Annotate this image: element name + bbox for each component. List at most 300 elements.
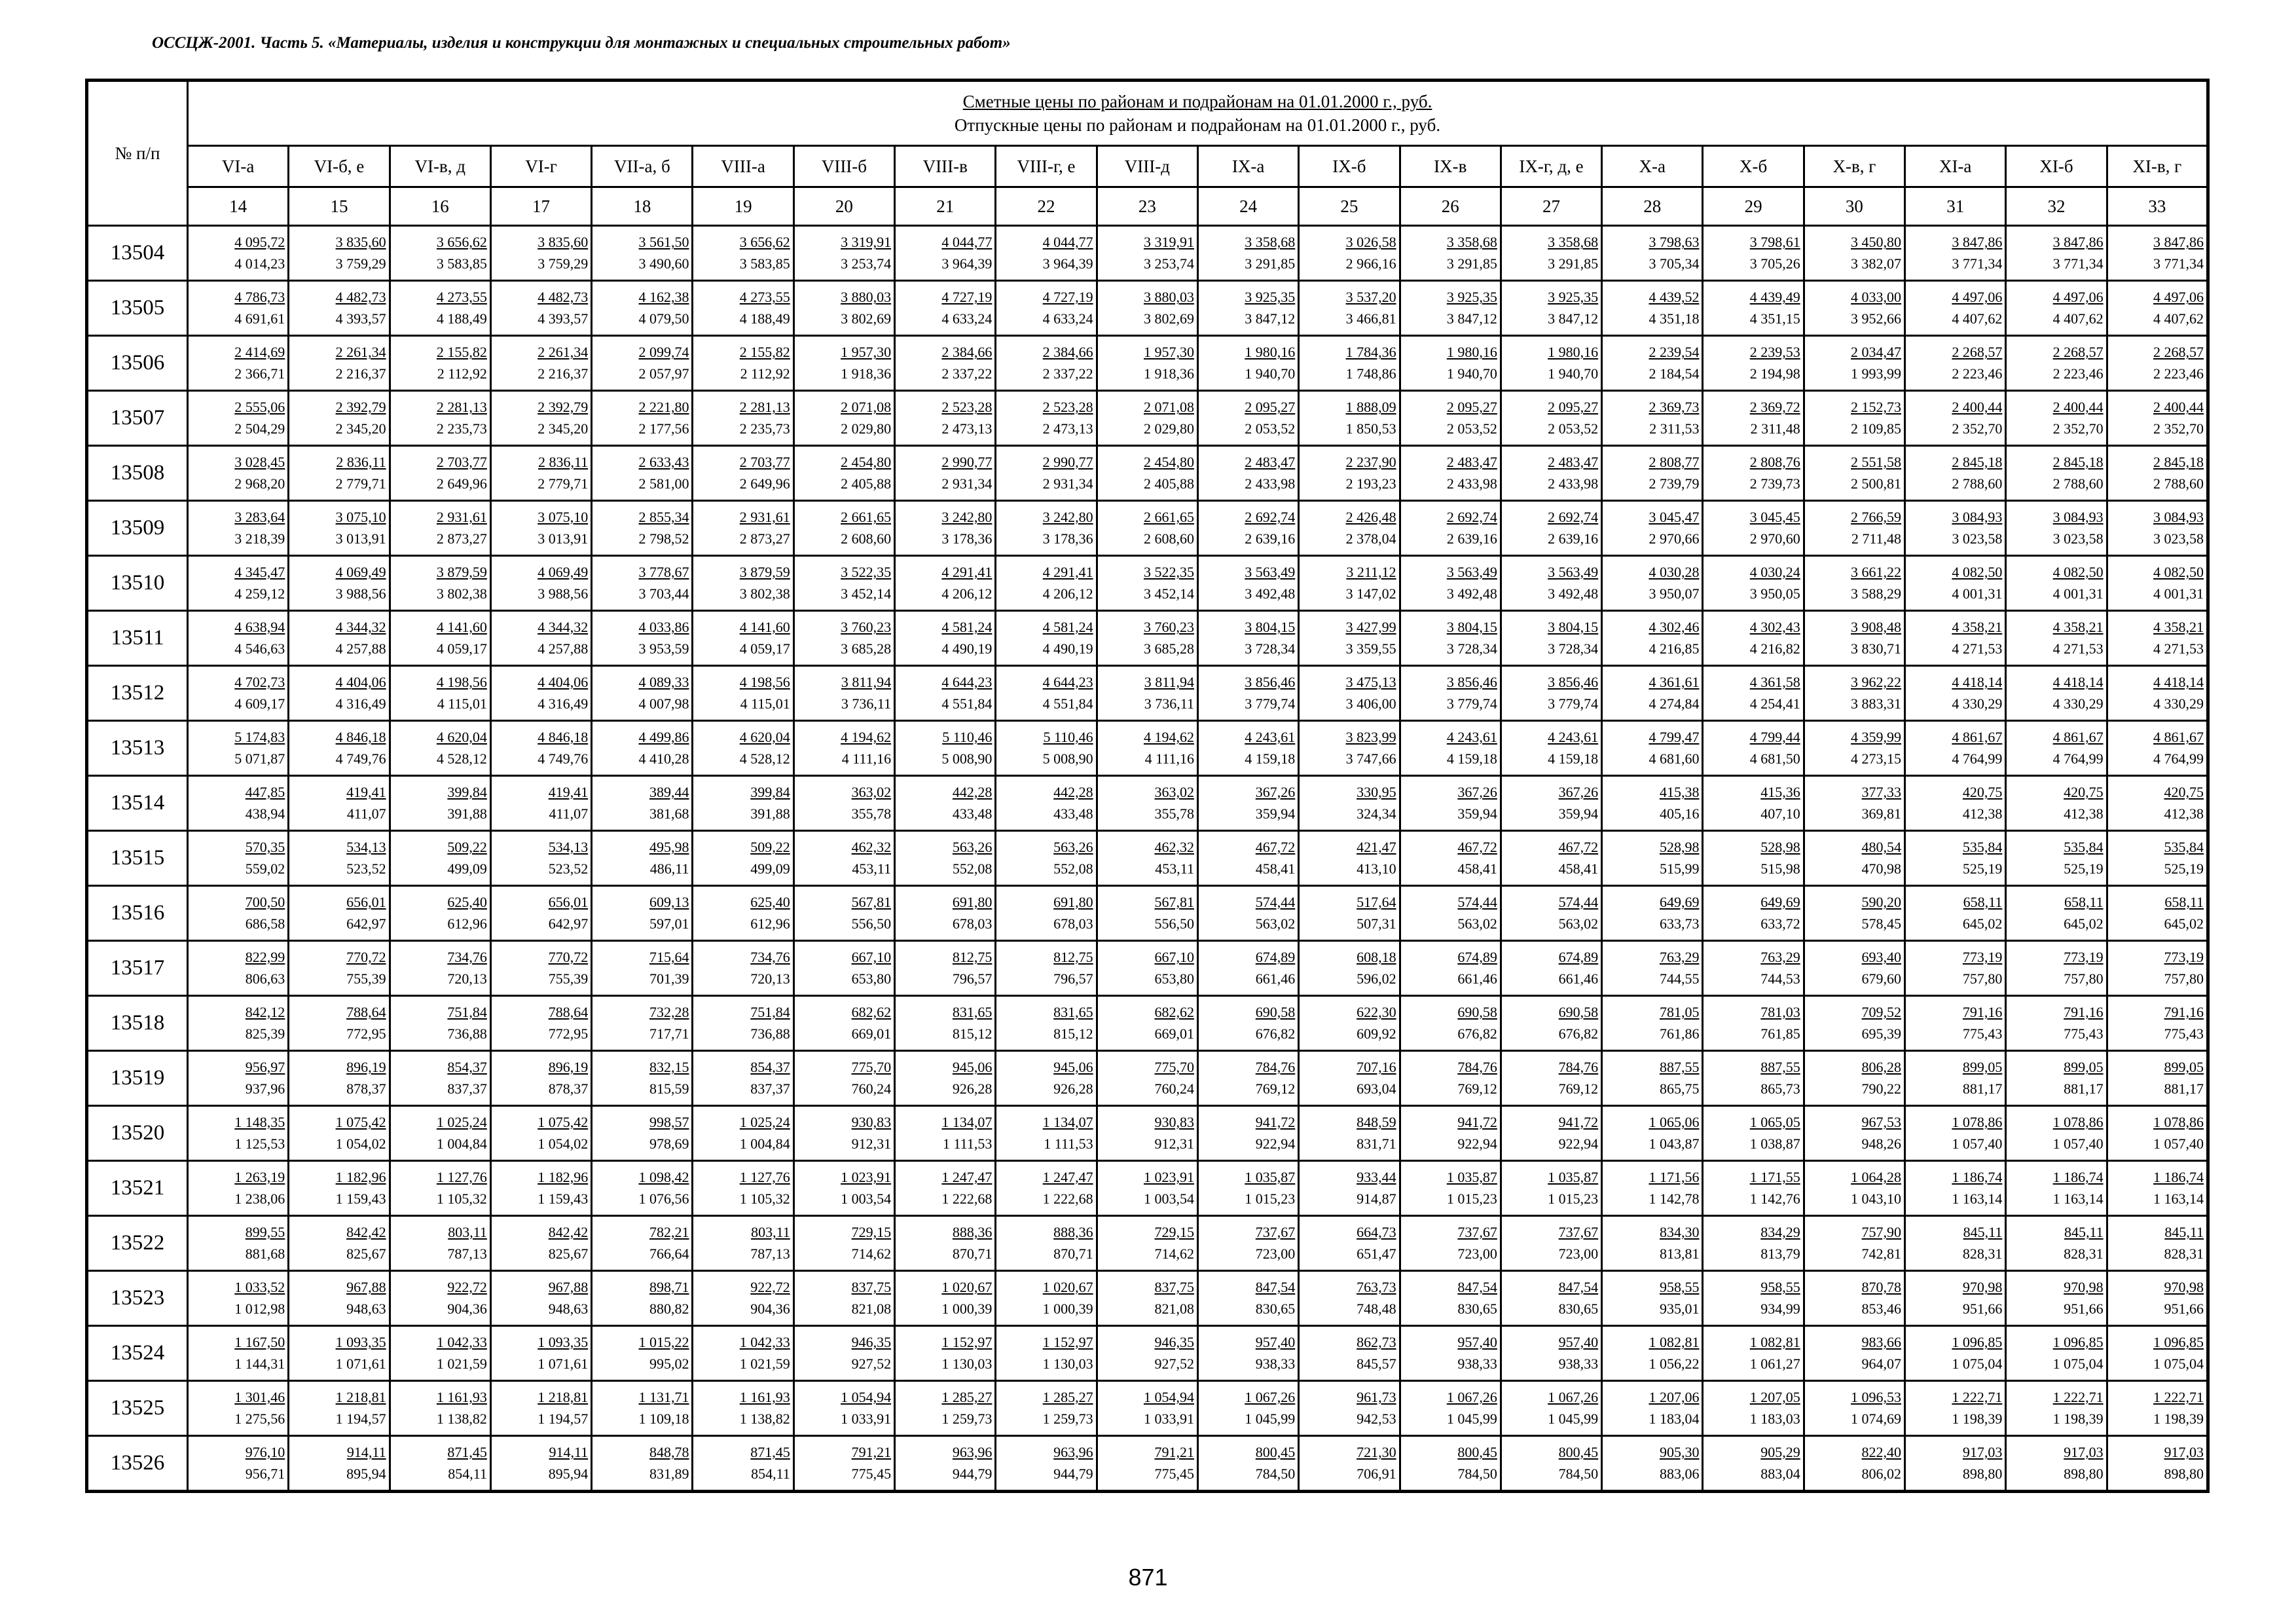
estimated-price: 941,72 xyxy=(1558,1114,1599,1131)
release-price: 2 345,20 xyxy=(335,420,386,437)
estimated-price: 421,47 xyxy=(1357,839,1396,856)
release-price: 865,75 xyxy=(1659,1080,1700,1098)
price-cell xyxy=(2006,445,2107,500)
release-price: 2 405,88 xyxy=(1143,475,1194,492)
estimated-price: 1 015,22 xyxy=(638,1334,689,1351)
release-price: 563,02 xyxy=(1457,915,1497,932)
estimated-price: 608,18 xyxy=(1357,949,1396,966)
estimated-price: 419,41 xyxy=(346,784,386,801)
estimated-price: 788,64 xyxy=(548,1004,589,1021)
release-price: 865,73 xyxy=(1760,1080,1800,1098)
price-cell xyxy=(1804,445,1904,500)
estimated-price: 574,44 xyxy=(1457,894,1497,911)
release-price: 1 015,23 xyxy=(1548,1190,1599,1208)
release-price: 3 779,74 xyxy=(1446,695,1497,712)
release-price: 806,02 xyxy=(1861,1466,1902,1483)
estimated-price: 1 035,87 xyxy=(1548,1169,1599,1186)
estimated-price: 1 186,74 xyxy=(1952,1169,2003,1186)
price-cell xyxy=(390,280,490,335)
release-price: 458,41 xyxy=(1255,860,1296,877)
price-cell xyxy=(693,445,793,500)
price-cell xyxy=(490,720,591,775)
price-cell xyxy=(996,390,1097,445)
release-price: 922,94 xyxy=(1457,1135,1497,1153)
price-cell xyxy=(1097,1270,1197,1325)
release-price: 2 473,13 xyxy=(1042,420,1093,437)
release-price: 578,45 xyxy=(1861,915,1902,932)
price-cell xyxy=(1097,1325,1197,1380)
release-price: 3 728,34 xyxy=(1548,640,1599,657)
estimated-price: 4 727,19 xyxy=(1042,289,1093,306)
release-price: 3 178,36 xyxy=(1042,530,1093,547)
estimated-price: 4 194,62 xyxy=(1143,729,1194,746)
price-cell xyxy=(592,1325,693,1380)
estimated-price: 3 537,20 xyxy=(1345,289,1396,306)
price-cell xyxy=(490,280,591,335)
release-price: 821,08 xyxy=(1154,1301,1194,1318)
release-price: 2 337,22 xyxy=(941,365,993,382)
release-price: 4 407,62 xyxy=(2153,310,2204,327)
estimated-price: 1 093,35 xyxy=(538,1334,589,1351)
price-cell xyxy=(390,335,490,390)
price-cell xyxy=(1197,1050,1298,1105)
estimated-price: 3 084,93 xyxy=(1952,509,2003,526)
price-cell xyxy=(289,830,390,885)
price-cell xyxy=(1097,335,1197,390)
column-number: 23 xyxy=(1097,187,1197,226)
price-cell xyxy=(1299,1160,1400,1215)
price-cell xyxy=(2006,885,2107,940)
item-code: 13517 xyxy=(87,940,188,995)
release-price: 4 001,31 xyxy=(1952,585,2003,602)
release-price: 775,43 xyxy=(1962,1025,2003,1043)
price-cell xyxy=(188,665,289,720)
release-price: 880,82 xyxy=(649,1301,689,1318)
release-price: 1 918,36 xyxy=(1143,365,1194,382)
price-cell xyxy=(1197,830,1298,885)
release-price: 1 183,03 xyxy=(1749,1411,1800,1428)
estimated-price: 649,69 xyxy=(1659,894,1700,911)
estimated-price: 1 247,47 xyxy=(941,1169,993,1186)
estimated-price: 656,01 xyxy=(346,894,386,911)
estimated-price: 4 644,23 xyxy=(1042,674,1093,691)
price-cell xyxy=(1804,1160,1904,1215)
estimated-price: 690,58 xyxy=(1457,1004,1497,1021)
estimated-price: 4 082,50 xyxy=(2052,564,2104,581)
price-cell xyxy=(592,390,693,445)
release-price: 1 159,43 xyxy=(538,1190,589,1208)
estimated-price: 5 174,83 xyxy=(234,729,285,746)
release-price: 1 198,39 xyxy=(1952,1411,2003,1428)
price-cell xyxy=(1501,1050,1601,1105)
release-price: 676,82 xyxy=(1558,1025,1599,1043)
release-price: 381,68 xyxy=(649,805,689,822)
estimated-price: 2 808,76 xyxy=(1749,454,1800,471)
price-cell xyxy=(1602,390,1703,445)
price-cell xyxy=(895,1435,996,1491)
price-cell xyxy=(592,1270,693,1325)
release-price: 937,96 xyxy=(245,1080,285,1098)
estimated-price: 1 096,85 xyxy=(1952,1334,2003,1351)
price-cell xyxy=(592,226,693,281)
price-cell xyxy=(1804,720,1904,775)
release-price: 2 057,97 xyxy=(638,365,689,382)
price-cell xyxy=(693,885,793,940)
item-code: 13521 xyxy=(87,1160,188,1215)
price-cell xyxy=(390,1050,490,1105)
price-cell xyxy=(895,665,996,720)
release-price: 5 008,90 xyxy=(941,750,993,767)
estimated-price: 4 162,38 xyxy=(638,289,689,306)
estimated-price: 922,72 xyxy=(447,1279,487,1296)
price-cell xyxy=(996,1325,1097,1380)
price-cell xyxy=(1804,610,1904,665)
estimated-price: 3 561,50 xyxy=(638,234,689,251)
price-cell xyxy=(490,775,591,830)
release-price: 813,81 xyxy=(1659,1246,1700,1263)
price-cell xyxy=(1602,720,1703,775)
release-price: 951,66 xyxy=(2164,1301,2204,1318)
price-cell xyxy=(490,940,591,995)
estimated-price: 791,16 xyxy=(2064,1004,2104,1021)
estimated-price: 656,01 xyxy=(548,894,589,911)
release-price: 951,66 xyxy=(2064,1301,2104,1318)
release-price: 831,71 xyxy=(1357,1135,1396,1153)
price-cell xyxy=(996,1270,1097,1325)
price-cell xyxy=(390,610,490,665)
release-price: 391,88 xyxy=(750,805,790,822)
release-price: 1 183,04 xyxy=(1649,1411,1700,1428)
estimated-price: 845,11 xyxy=(2064,1224,2104,1241)
release-price: 4 490,19 xyxy=(941,640,993,657)
release-price: 1 074,69 xyxy=(1851,1411,1902,1428)
estimated-price: 4 291,41 xyxy=(941,564,993,581)
price-cell xyxy=(693,1380,793,1435)
estimated-price: 2 221,80 xyxy=(638,399,689,416)
release-price: 742,81 xyxy=(1861,1246,1902,1263)
price-cell xyxy=(1804,390,1904,445)
estimated-price: 773,19 xyxy=(2164,949,2204,966)
price-cell xyxy=(490,226,591,281)
estimated-price: 715,64 xyxy=(649,949,689,966)
estimated-price: 2 261,34 xyxy=(538,344,589,361)
estimated-price: 3 760,23 xyxy=(841,619,892,636)
price-cell xyxy=(693,775,793,830)
estimated-price: 791,21 xyxy=(1154,1444,1194,1461)
release-price: 4 216,85 xyxy=(1649,640,1700,657)
region-header: VIII-в xyxy=(895,146,996,187)
column-number: 32 xyxy=(2006,187,2107,226)
estimated-price: 4 291,41 xyxy=(1042,564,1093,581)
price-cell xyxy=(390,720,490,775)
price-cell xyxy=(592,665,693,720)
release-price: 678,03 xyxy=(952,915,993,932)
price-cell xyxy=(1804,665,1904,720)
estimated-price: 4 644,23 xyxy=(941,674,993,691)
estimated-price: 1 980,16 xyxy=(1548,344,1599,361)
release-price: 4 271,53 xyxy=(1952,640,2003,657)
price-cell xyxy=(895,1215,996,1270)
price-cell xyxy=(1097,775,1197,830)
price-cell xyxy=(592,1105,693,1160)
estimated-price: 896,19 xyxy=(548,1059,589,1076)
price-cell xyxy=(390,1215,490,1270)
release-price: 3 988,56 xyxy=(335,585,386,602)
region-header: XI-в, г xyxy=(2107,146,2208,187)
estimated-price: 791,16 xyxy=(2164,1004,2204,1021)
table-row xyxy=(87,1325,2208,1380)
column-number: 29 xyxy=(1703,187,1804,226)
estimated-price: 534,13 xyxy=(548,839,589,856)
price-cell xyxy=(1905,665,2006,720)
release-price: 723,00 xyxy=(1558,1246,1599,1263)
price-cell xyxy=(1703,610,1804,665)
release-price: 1 071,61 xyxy=(538,1356,589,1373)
estimated-price: 854,37 xyxy=(447,1059,487,1076)
release-price: 1 045,99 xyxy=(1548,1411,1599,1428)
release-price: 5 071,87 xyxy=(234,750,285,767)
release-price: 796,57 xyxy=(1053,970,1093,987)
estimated-price: 1 218,81 xyxy=(538,1389,589,1406)
release-price: 563,02 xyxy=(1255,915,1296,932)
price-cell xyxy=(2006,390,2107,445)
release-price: 4 764,99 xyxy=(1952,750,2003,767)
estimated-price: 961,73 xyxy=(1357,1389,1396,1406)
price-cell xyxy=(1197,885,1298,940)
price-cell xyxy=(1905,1215,2006,1270)
price-cell xyxy=(1703,280,1804,335)
release-price: 2 112,92 xyxy=(740,365,790,382)
release-price: 3 950,07 xyxy=(1649,585,1700,602)
estimated-price: 4 033,86 xyxy=(638,619,689,636)
table-row xyxy=(87,1435,2208,1491)
price-cell xyxy=(2006,830,2107,885)
price-cell xyxy=(592,1435,693,1491)
price-cell xyxy=(1602,885,1703,940)
release-price: 4 528,12 xyxy=(436,750,487,767)
release-price: 5 008,90 xyxy=(1042,750,1093,767)
estimated-price: 1 127,76 xyxy=(436,1169,487,1186)
price-cell xyxy=(1299,610,1400,665)
price-cell xyxy=(188,390,289,445)
release-price: 870,71 xyxy=(1053,1246,1093,1263)
estimated-price: 784,76 xyxy=(1558,1059,1599,1076)
release-price: 757,80 xyxy=(2064,970,2104,987)
estimated-price: 3 847,86 xyxy=(2052,234,2104,251)
region-header: IX-б xyxy=(1299,146,1400,187)
price-cell xyxy=(1299,335,1400,390)
price-cell xyxy=(2006,500,2107,555)
price-cell xyxy=(490,500,591,555)
estimated-price: 563,26 xyxy=(1053,839,1093,856)
price-cell xyxy=(1804,830,1904,885)
region-header: X-б xyxy=(1703,146,1804,187)
price-cell xyxy=(996,1435,1097,1491)
estimated-price: 4 620,04 xyxy=(739,729,790,746)
price-cell xyxy=(1097,226,1197,281)
release-price: 4 410,28 xyxy=(638,750,689,767)
price-cell xyxy=(1602,665,1703,720)
estimated-price: 4 482,73 xyxy=(538,289,589,306)
price-cell xyxy=(1804,226,1904,281)
release-price: 1 043,10 xyxy=(1851,1190,1902,1208)
estimated-price: 2 661,65 xyxy=(1143,509,1194,526)
release-price: 359,94 xyxy=(1255,805,1296,822)
price-cell xyxy=(1703,665,1804,720)
release-price: 948,63 xyxy=(548,1301,589,1318)
estimated-price: 770,72 xyxy=(346,949,386,966)
release-price: 679,60 xyxy=(1861,970,1902,987)
estimated-price: 887,55 xyxy=(1659,1059,1700,1076)
release-price: 3 023,58 xyxy=(1952,530,2003,547)
estimated-price: 442,28 xyxy=(1053,784,1093,801)
price-cell xyxy=(1501,1435,1601,1491)
price-cell xyxy=(1703,555,1804,610)
estimated-price: 1 025,24 xyxy=(436,1114,487,1131)
price-cell xyxy=(1602,1160,1703,1215)
release-price: 4 633,24 xyxy=(1042,310,1093,327)
release-price: 563,02 xyxy=(1558,915,1599,932)
release-price: 830,65 xyxy=(1255,1301,1296,1318)
estimated-price: 2 392,79 xyxy=(335,399,386,416)
estimated-price: 1 075,42 xyxy=(538,1114,589,1131)
price-cell xyxy=(996,280,1097,335)
estimated-price: 837,75 xyxy=(851,1279,892,1296)
estimated-price: 914,11 xyxy=(549,1444,589,1461)
price-cell xyxy=(289,445,390,500)
release-price: 653,80 xyxy=(851,970,892,987)
estimated-price: 729,15 xyxy=(851,1224,892,1241)
price-cell xyxy=(1299,995,1400,1050)
estimated-price: 4 345,47 xyxy=(234,564,285,581)
release-price: 3 583,85 xyxy=(739,255,790,272)
estimated-price: 3 778,67 xyxy=(638,564,689,581)
price-cell xyxy=(1905,280,2006,335)
release-price: 4 764,99 xyxy=(2153,750,2204,767)
estimated-price: 4 361,58 xyxy=(1749,674,1800,691)
estimated-price: 998,57 xyxy=(649,1114,689,1131)
estimated-price: 690,58 xyxy=(1558,1004,1599,1021)
estimated-price: 495,98 xyxy=(649,839,689,856)
price-cell xyxy=(1097,445,1197,500)
release-price: 4 257,88 xyxy=(335,640,386,657)
price-cell xyxy=(2107,1215,2208,1270)
price-cell xyxy=(2107,390,2208,445)
price-cell xyxy=(1804,1270,1904,1325)
release-price: 895,94 xyxy=(548,1466,589,1483)
estimated-price: 3 847,86 xyxy=(1952,234,2003,251)
column-number: 31 xyxy=(1905,187,2006,226)
estimated-price: 3 522,35 xyxy=(841,564,892,581)
price-cell xyxy=(390,775,490,830)
estimated-price: 3 075,10 xyxy=(335,509,386,526)
price-cell xyxy=(390,995,490,1050)
estimated-price: 4 846,18 xyxy=(538,729,589,746)
release-price: 1 163,14 xyxy=(2052,1190,2104,1208)
price-table xyxy=(85,79,2210,1493)
release-price: 825,67 xyxy=(346,1246,386,1263)
estimated-price: 3 075,10 xyxy=(538,509,589,526)
estimated-price: 467,72 xyxy=(1457,839,1497,856)
release-price: 552,08 xyxy=(952,860,993,877)
estimated-price: 4 030,28 xyxy=(1649,564,1700,581)
price-cell xyxy=(1703,1215,1804,1270)
release-price: 2 873,27 xyxy=(739,530,790,547)
estimated-price: 729,15 xyxy=(1154,1224,1194,1241)
table-row xyxy=(87,1050,2208,1105)
release-price: 883,04 xyxy=(1760,1466,1800,1483)
release-price: 830,65 xyxy=(1558,1301,1599,1318)
price-cell xyxy=(390,226,490,281)
price-cell xyxy=(1299,1050,1400,1105)
estimated-price: 330,95 xyxy=(1357,784,1396,801)
release-price: 784,50 xyxy=(1457,1466,1497,1483)
price-cell xyxy=(1400,445,1501,500)
estimated-price: 1 065,05 xyxy=(1749,1114,1800,1131)
estimated-price: 2 369,72 xyxy=(1749,399,1800,416)
price-cell xyxy=(1602,1215,1703,1270)
estimated-price: 442,28 xyxy=(952,784,993,801)
estimated-price: 1 207,06 xyxy=(1649,1389,1700,1406)
release-price: 3 802,69 xyxy=(841,310,892,327)
release-price: 597,01 xyxy=(649,915,689,932)
release-price: 775,43 xyxy=(2064,1025,2104,1043)
release-price: 4 528,12 xyxy=(739,750,790,767)
price-cell xyxy=(1299,1380,1400,1435)
release-price: 772,95 xyxy=(346,1025,386,1043)
price-cell xyxy=(188,1215,289,1270)
estimated-price: 888,36 xyxy=(952,1224,993,1241)
estimated-price: 535,84 xyxy=(2064,839,2104,856)
release-price: 951,66 xyxy=(1962,1301,2003,1318)
price-cell xyxy=(1905,1435,2006,1491)
price-cell xyxy=(2107,445,2208,500)
estimated-price: 2 931,61 xyxy=(436,509,487,526)
release-price: 723,00 xyxy=(1457,1246,1497,1263)
release-price: 609,92 xyxy=(1357,1025,1396,1043)
price-cell xyxy=(1400,1160,1501,1215)
estimated-price: 3 804,15 xyxy=(1245,619,1296,636)
price-cell xyxy=(1602,940,1703,995)
estimated-price: 622,30 xyxy=(1357,1004,1396,1021)
release-price: 4 001,31 xyxy=(2052,585,2104,602)
release-price: 1 194,57 xyxy=(335,1411,386,1428)
estimated-price: 930,83 xyxy=(851,1114,892,1131)
table-row xyxy=(87,720,2208,775)
price-cell xyxy=(490,390,591,445)
release-price: 4 316,49 xyxy=(335,695,386,712)
price-cell xyxy=(1097,720,1197,775)
table-row xyxy=(87,390,2208,445)
estimated-price: 3 908,48 xyxy=(1851,619,1902,636)
release-price: 3 771,34 xyxy=(2052,255,2104,272)
release-price: 813,79 xyxy=(1760,1246,1800,1263)
table-row xyxy=(87,995,2208,1050)
release-price: 1 993,99 xyxy=(1851,365,1902,382)
release-price: 978,69 xyxy=(649,1135,689,1153)
price-cell xyxy=(1400,665,1501,720)
estimated-price: 420,75 xyxy=(2164,784,2204,801)
table-row xyxy=(87,226,2208,281)
price-cell xyxy=(1097,830,1197,885)
estimated-price: 667,10 xyxy=(851,949,892,966)
price-cell xyxy=(996,775,1097,830)
estimated-price: 658,11 xyxy=(2064,894,2104,911)
region-header: XI-б xyxy=(2006,146,2107,187)
release-price: 4 681,60 xyxy=(1649,750,1700,767)
item-code: 13522 xyxy=(87,1215,188,1270)
table-row xyxy=(87,830,2208,885)
